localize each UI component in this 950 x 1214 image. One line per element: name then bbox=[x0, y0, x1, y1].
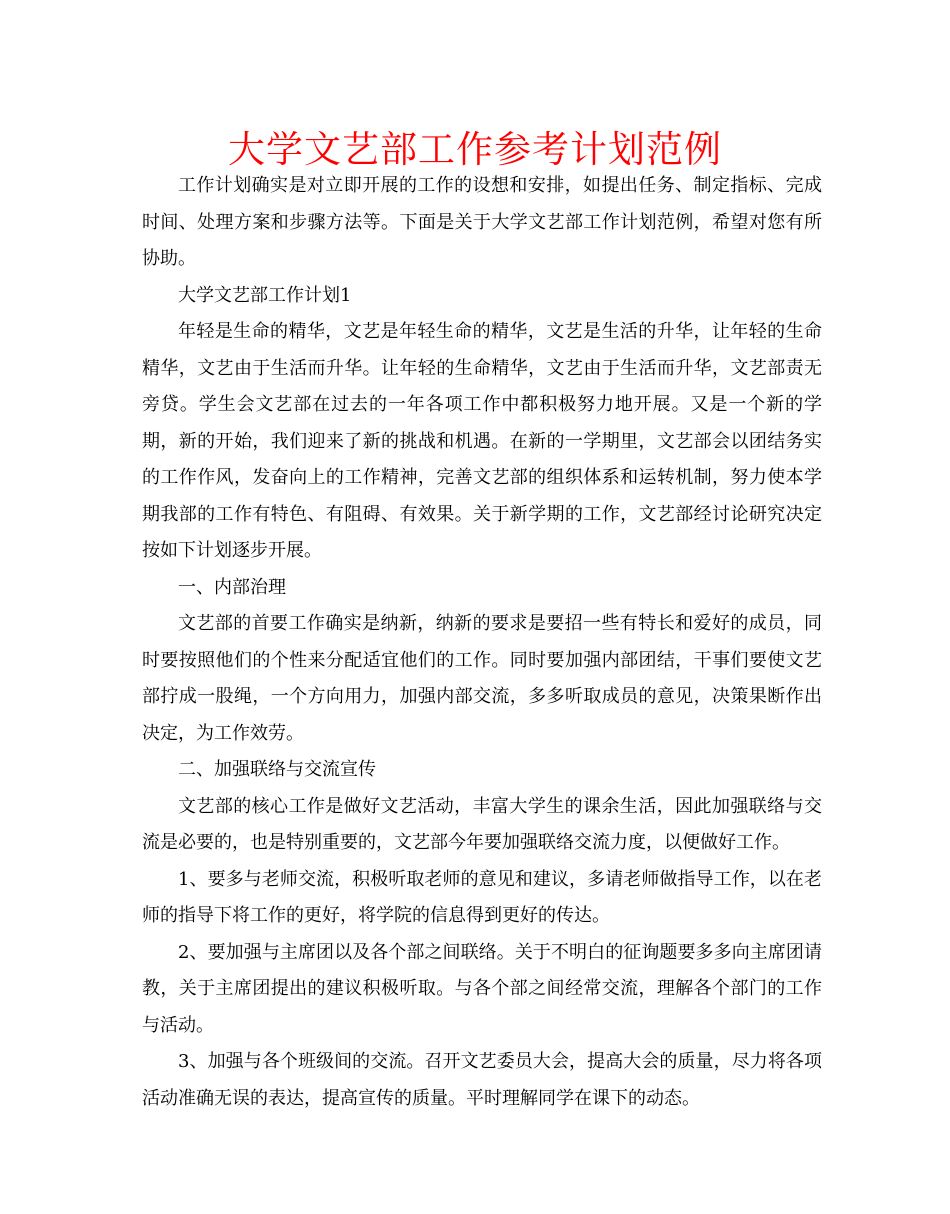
section-heading-internal-management: 一、内部治理 bbox=[178, 576, 286, 598]
paragraph-overview: 年轻是生命的精华，文艺是年轻生命的精华，文艺是生活的升华，让年轻的生命精华，文艺由于生活而升华。让年轻的生命精华，文艺由于生活而升华，文艺部责无旁贷。学生会文艺部在过去的一年各项工作中都积极努力地开展。又是一个新的学期，新的开始，我们迎来了新的挑战和机遇。在新的一学期里，文艺部会以团结务实的工作作风，发奋向上的工作精神，完善文艺部的组织体系和运转机制，努力使本学期我部的工作有特色、有阻碍、有效果。关于新学期的工作，文艺部经讨论研究决定按如下计划逐步开展。 bbox=[142, 321, 822, 561]
plan-heading: 大学文艺部工作计划1 bbox=[178, 284, 352, 306]
list-item-classes: 3、加强与各个班级间的交流。召开文艺委员大会，提高大会的质量，尽力将各项活动准确无误的表达，提高宣传的质量。平时理解同学在课下的动态。 bbox=[142, 1051, 822, 1109]
paragraph-intro: 工作计划确实是对立即开展的工作的设想和安排，如提出任务、制定指标、完成时间、处理方案和步骤方法等。下面是关于大学文艺部工作计划范例，希望对您有所协助。 bbox=[142, 175, 822, 269]
paragraph-internal-management: 文艺部的首要工作确实是纳新，纳新的要求是要招一些有特长和爱好的成员，同时要按照他们的个性来分配适宜他们的工作。同时要加强内部团结，干事们要使文艺部拧成一股绳，一个方向用力，加强内部交流，多多听取成员的意见，决策果断作出决定，为工作效劳。 bbox=[142, 613, 822, 744]
section-heading-communication: 二、加强联络与交流宣传 bbox=[178, 759, 376, 780]
paragraph-communication: 文艺部的核心工作是做好文艺活动，丰富大学生的课余生活，因此加强联络与交流是必要的，也是特别重要的，文艺部今年要加强联络交流力度，以便做好工作。 bbox=[142, 795, 822, 853]
document-body bbox=[142, 168, 822, 1117]
list-item-presidium: 2、要加强与主席团以及各个部之间联络。关于不明白的征询题要多多向主席团请教，关于主席团提出的建议积极听取。与各个部之间经常交流，理解各个部门的工作与活动。 bbox=[142, 941, 822, 1036]
list-item-teachers: 1、要多与老师交流，积极听取老师的意见和建议，多请老师做指导工作，以在老师的指导下将工作的更好，将学院的信息得到更好的传达。 bbox=[142, 868, 822, 926]
document-title: 大学文艺部工作参考计划范例 bbox=[228, 128, 722, 171]
